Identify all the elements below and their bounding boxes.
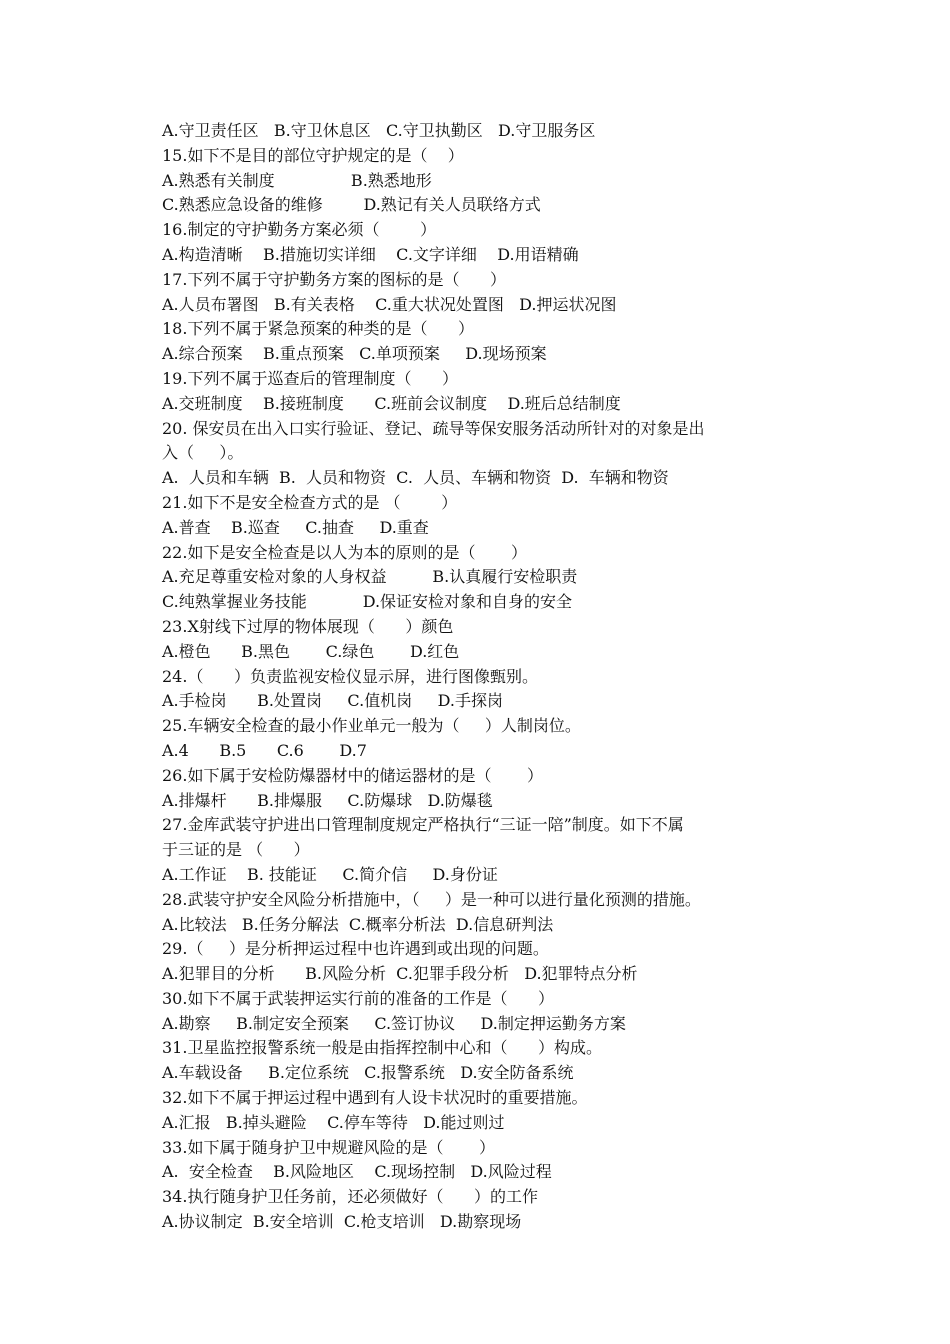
text-line: 26.如下属于安检防爆器材中的储运器材的是（ ） xyxy=(162,765,544,785)
text-line: A. 人员和车辆 B. 人员和物资 C. 人员、车辆和物资 D. 车辆和物资 xyxy=(162,468,669,488)
text-line: 19.下列不属于巡查后的管理制度（ ） xyxy=(162,368,458,388)
text-line: 28.武装守护安全风险分析措施中，（ ）是一种可以进行量化预测的措施。 xyxy=(162,889,701,909)
text-line: A.综合预案 B.重点预案 C.单项预案 D.现场预案 xyxy=(162,344,547,364)
text-line: 入（ ）。 xyxy=(162,443,244,463)
text-line: A.排爆杆 B.排爆服 C.防爆球 D.防爆毯 xyxy=(162,790,493,810)
text-line: 15.如下不是目的部位守护规定的是（ ） xyxy=(162,145,464,165)
text-line: A.充足尊重安检对象的人身权益 B.认真履行安检职责 xyxy=(162,567,578,587)
text-line: C.熟悉应急设备的维修 D.熟记有关人员联络方式 xyxy=(162,195,541,215)
text-line: A.构造清晰 B.措施切实详细 C.文字详细 D.用语精确 xyxy=(162,244,579,264)
text-line: A.普查 B.巡查 C.抽查 D.重查 xyxy=(162,517,429,537)
text-line: 31.卫星监控报警系统一般是由指挥控制中心和（ ）构成。 xyxy=(162,1038,602,1058)
text-line: 16.制定的守护勤务方案必须（ ） xyxy=(162,220,437,240)
document-page xyxy=(162,119,852,1235)
text-line: A. 安全检查 B.风险地区 C.现场控制 D.风险过程 xyxy=(162,1162,552,1182)
text-line: A.人员布署图 B.有关表格 C.重大状况处置图 D.押运状况图 xyxy=(162,294,617,314)
text-line: A.协议制定 B.安全培训 C.枪支培训 D.勘察现场 xyxy=(162,1212,522,1232)
text-line: A.犯罪目的分析 B.风险分析 C.犯罪手段分析 D.犯罪特点分析 xyxy=(162,964,638,984)
text-line: C.纯熟掌握业务技能 D.保证安检对象和自身的安全 xyxy=(162,592,573,612)
text-line: A.车载设备 B.定位系统 C.报警系统 D.安全防备系统 xyxy=(162,1063,574,1083)
text-line: 20. 保安员在出入口实行验证、登记、疏导等保安服务活动所针对的对象是出 xyxy=(162,418,705,438)
text-line: A.交班制度 B.接班制度 C.班前会议制度 D.班后总结制度 xyxy=(162,393,621,413)
text-line: A.汇报 B.掉头避险 C.停车等待 D.能过则过 xyxy=(162,1112,505,1132)
text-line: 27.金库武装守护进出口管理制度规定严格执行“三证一陪”制度。如下不属 xyxy=(162,815,684,835)
text-line: 于三证的是 （ ） xyxy=(162,840,310,860)
text-line: 21.如下不是安全检查方式的是 （ ） xyxy=(162,492,458,512)
text-line: A.工作证 B. 技能证 C.简介信 D.身份证 xyxy=(162,864,498,884)
text-line: 24.（ ）负责监视安检仪显示屏，进行图像甄别。 xyxy=(162,666,538,686)
text-line: A.守卫责任区 B.守卫休息区 C.守卫执勤区 D.守卫服务区 xyxy=(162,121,596,140)
text-line: 18.下列不属于紧急预案的种类的是（ ） xyxy=(162,319,474,339)
text-line: 17.下列不属于守护勤务方案的图标的是（ ） xyxy=(162,269,506,289)
text-line: A.熟悉有关制度 B.熟悉地形 xyxy=(162,170,432,190)
text-line: A.手检岗 B.处置岗 C.值机岗 D.手探岗 xyxy=(162,691,503,711)
text-line: 25.车辆安全检查的最小作业单元一般为（ ）人制岗位。 xyxy=(162,716,581,736)
text-line: A.橙色 B.黑色 C.绿色 D.红色 xyxy=(162,641,460,661)
text-line: 30.如下不属于武装押运实行前的准备的工作是（ ） xyxy=(162,988,554,1008)
text-line: A.比较法 B.任务分解法 C.概率分析法 D.信息研判法 xyxy=(162,914,554,934)
text-line: 32.如下不属于押运过程中遇到有人设卡状况时的重要措施。 xyxy=(162,1088,588,1108)
text-line: 29.（ ）是分析押运过程中也许遇到或出现的问题。 xyxy=(162,939,549,959)
text-line: 22.如下是安全检查是以人为本的原则的是（ ） xyxy=(162,542,528,562)
text-line: 23.X射线下过厚的物体展现（ ）颜色 xyxy=(162,616,454,636)
text-line: A.勘察 B.制定安全预案 C.签订协议 D.制定押运勤务方案 xyxy=(162,1013,626,1033)
text-line: 34.执行随身护卫任务前，还必须做好（ ）的工作 xyxy=(162,1187,538,1207)
text-line: A.4 B.5 C.6 D.7 xyxy=(162,740,367,760)
text-line: 33.如下属于随身护卫中规避风险的是（ ） xyxy=(162,1137,496,1157)
